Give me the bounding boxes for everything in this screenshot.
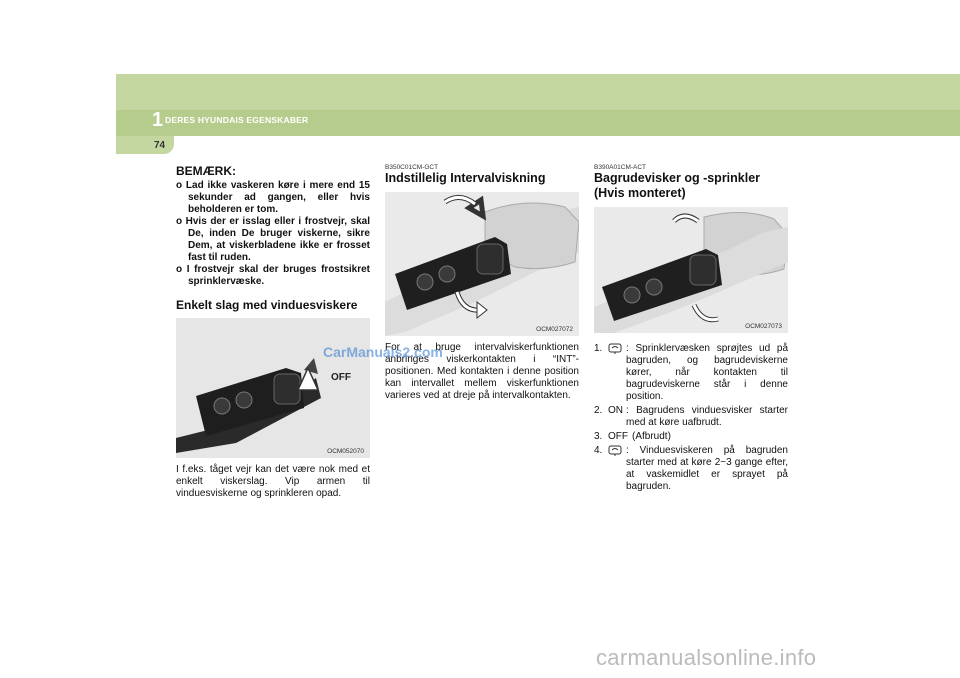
section-code: B390A01CM-ACT — [594, 164, 647, 171]
column-right — [594, 160, 788, 495]
item-number: 1. — [594, 343, 603, 354]
washer-spray-icon — [608, 343, 626, 403]
note-item: o Hvis der er isslag eller i frostvejr, skal De, inden De bruger viskerne, sikre Dem, at viskerbladene ikke er frosset fast til ruden. — [176, 216, 370, 263]
item-label: OFF — [608, 431, 628, 442]
figure-code: OCM052070 — [327, 448, 364, 455]
list-item — [594, 405, 788, 429]
page-tab — [116, 136, 174, 154]
function-list — [594, 343, 788, 493]
item-number: 3. — [594, 431, 603, 442]
column-left — [176, 160, 370, 500]
figure-code: OCM027073 — [745, 323, 782, 330]
interval-wiper-illustration — [385, 192, 579, 336]
item-text: : Bagrudens vinduesvisker starter med at køre uafbrudt. — [626, 405, 788, 428]
wiper-stalk-illustration — [176, 318, 370, 458]
item-text: (Afbrudt) — [632, 431, 671, 442]
item-text: : Sprinklervæsken sprøjtes ud på bagruden, og bagrudeviskerne kører, når kontakten til bagrudeviskerne står i denne position. — [626, 343, 788, 402]
washer-spray-icon — [608, 445, 626, 493]
list-item — [594, 431, 788, 443]
wiper-stalk-photo — [176, 318, 370, 458]
chapter-number: 1 — [152, 109, 164, 131]
watermark: CarManuals2.com — [323, 344, 443, 360]
list-item — [594, 343, 788, 403]
item-text: : Vinduesviskeren på bagruden starter med at køre 2~3 gange efter, at vaskemidlet er sprayet på bagruden. — [626, 445, 788, 492]
note-item: o I frostvejr skal der bruges frostsikret sprinklervæske. — [176, 264, 370, 287]
note-title: BEMÆRK: — [176, 164, 236, 178]
figure-code: OCM027072 — [536, 326, 573, 333]
interval-wiper-photo — [385, 192, 579, 336]
column-middle — [385, 160, 579, 402]
off-label: OFF — [331, 372, 351, 383]
chapter-title: DERES HYUNDAIS EGENSKABER — [165, 115, 309, 125]
page-number: 74 — [154, 140, 166, 151]
note-item: o Lad ikke vaskeren køre i mere end 15 sekunder ad gangen, eller hvis beholderen er tom. — [176, 180, 370, 215]
body-text: I f.eks. tåget vejr kan det være nok med et enkelt viskerslag. Vip armen til vinduesviskerne og sprinkleren opad. — [176, 464, 370, 499]
section-title: Enkelt slag med vinduesviskere — [176, 298, 358, 312]
rear-wiper-photo — [594, 207, 788, 333]
list-item — [594, 445, 788, 493]
item-number: 4. — [594, 445, 603, 456]
body-text: For at bruge intervalviskerfunktionen anbringes viskerkontakten i “INT”-positionen. Med kontakten i denne position kan intervallet mellem viskerfunktionen varieres ved at dreje på intervalkontakten. — [385, 342, 579, 401]
item-label: ON — [608, 405, 623, 416]
note-list — [176, 180, 370, 288]
section-code: B350C01CM-GCT — [385, 164, 439, 171]
footer-watermark: carmanualsonline.info — [596, 645, 817, 670]
rear-wiper-illustration — [594, 207, 788, 333]
section-title: Bagrudevisker og -sprinkler (Hvis monteret) — [594, 171, 761, 200]
item-number: 2. — [594, 405, 603, 416]
section-title: Indstillelig Intervalviskning — [385, 171, 546, 185]
